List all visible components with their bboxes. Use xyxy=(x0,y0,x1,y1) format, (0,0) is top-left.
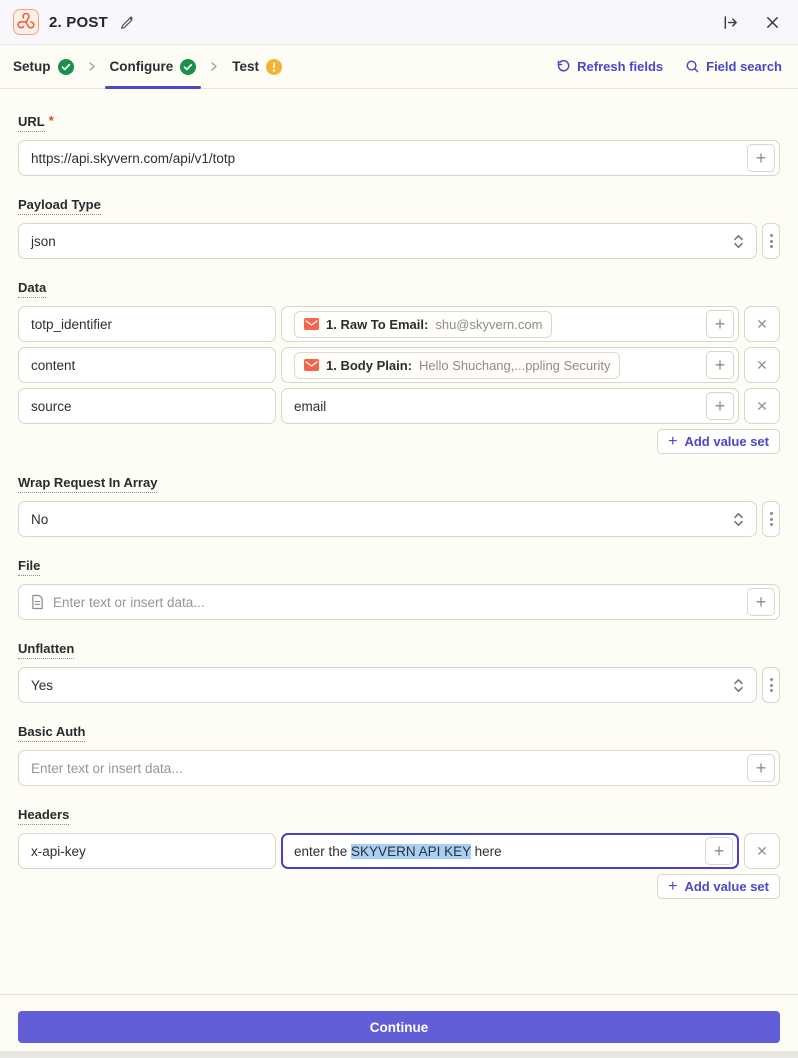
remove-row-button[interactable] xyxy=(744,306,780,342)
add-value-set-label: Add value set xyxy=(684,434,769,449)
file-label: File xyxy=(18,558,40,576)
window-edge xyxy=(0,1051,798,1058)
collapse-right-icon xyxy=(722,14,739,31)
token-value: Hello Shuchang,...ppling Security xyxy=(418,357,611,373)
headers-row xyxy=(18,833,780,869)
configure-form xyxy=(0,89,798,994)
field-search-label: Field search xyxy=(706,59,782,74)
field-unflatten xyxy=(18,640,780,703)
data-insert-data-button[interactable] xyxy=(706,351,734,379)
url-label: URL xyxy=(18,114,45,132)
payload-type-options-button[interactable] xyxy=(762,223,780,259)
step-tabbar xyxy=(0,45,798,89)
field-data xyxy=(18,279,780,454)
chevron-separator-icon xyxy=(87,61,97,72)
field-wrap-request xyxy=(18,474,780,537)
email-icon xyxy=(304,318,319,330)
url-insert-data-button[interactable] xyxy=(747,144,775,172)
header-insert-data-button[interactable] xyxy=(705,837,733,865)
wrap-request-select[interactable] xyxy=(18,501,757,537)
pencil-icon xyxy=(120,15,135,30)
header-key-input[interactable] xyxy=(18,833,276,869)
panel-footer xyxy=(0,994,798,1051)
payload-type-value: json xyxy=(31,233,56,249)
token-value: shu@skyvern.com xyxy=(435,316,543,332)
edit-title-button[interactable] xyxy=(118,13,137,32)
wrap-request-value: No xyxy=(31,511,49,527)
wrap-request-label: Wrap Request In Array xyxy=(18,475,157,493)
field-headers xyxy=(18,806,780,899)
add-value-set-button[interactable] xyxy=(657,429,780,454)
file-insert-data-button[interactable] xyxy=(747,588,775,616)
tab-label: Test xyxy=(232,59,260,74)
unflatten-select[interactable] xyxy=(18,667,757,703)
select-chevrons-icon xyxy=(733,678,744,693)
webhook-icon xyxy=(17,13,35,31)
close-icon xyxy=(765,15,780,30)
file-placeholder: Enter text or insert data... xyxy=(53,594,205,610)
add-value-set-button[interactable] xyxy=(657,874,780,899)
select-chevrons-icon xyxy=(733,512,744,527)
data-key-value: totp_identifier xyxy=(31,316,113,332)
document-icon xyxy=(31,594,44,610)
remove-icon: ✕ xyxy=(756,356,768,373)
tab-configure[interactable] xyxy=(107,45,200,88)
panel-header xyxy=(0,0,798,45)
data-key-input[interactable] xyxy=(18,306,276,342)
remove-icon: ✕ xyxy=(756,842,768,859)
header-value-text: enter the SKYVERN API KEY here xyxy=(294,843,502,859)
unflatten-label: Unflatten xyxy=(18,641,74,659)
header-key-value: x-api-key xyxy=(31,843,86,859)
email-icon xyxy=(304,359,319,371)
data-insert-data-button[interactable] xyxy=(706,310,734,338)
field-file xyxy=(18,557,780,620)
field-search-button[interactable] xyxy=(685,59,782,74)
plus-icon: + xyxy=(755,148,767,168)
chevron-separator-icon xyxy=(209,61,219,72)
data-value-input[interactable] xyxy=(281,306,739,342)
step-title: 2. POST xyxy=(49,13,108,31)
plus-icon: + xyxy=(668,432,678,450)
field-basic-auth xyxy=(18,723,780,786)
refresh-icon xyxy=(556,59,571,74)
data-key-input[interactable] xyxy=(18,388,276,424)
collapse-panel-button[interactable] xyxy=(720,12,741,33)
plus-icon: + xyxy=(713,841,725,861)
wrap-request-options-button[interactable] xyxy=(762,501,780,537)
close-panel-button[interactable] xyxy=(763,13,782,32)
refresh-fields-button[interactable] xyxy=(556,59,663,74)
select-chevrons-icon xyxy=(733,234,744,249)
tab-label: Setup xyxy=(13,59,51,74)
url-input[interactable] xyxy=(18,140,780,176)
selected-text: SKYVERN API KEY xyxy=(351,843,471,859)
check-circle-icon xyxy=(180,59,196,75)
search-icon xyxy=(685,59,700,74)
plus-icon: + xyxy=(755,592,767,612)
basic-auth-label: Basic Auth xyxy=(18,724,85,742)
data-key-value: source xyxy=(31,398,72,414)
remove-row-button[interactable] xyxy=(744,347,780,383)
remove-row-button[interactable] xyxy=(744,388,780,424)
header-value-input[interactable] xyxy=(281,833,739,869)
headers-label: Headers xyxy=(18,807,69,825)
basic-auth-input[interactable] xyxy=(18,750,780,786)
data-value-input[interactable] xyxy=(281,388,739,424)
unflatten-options-button[interactable] xyxy=(762,667,780,703)
payload-type-label: Payload Type xyxy=(18,197,101,215)
add-value-set-label: Add value set xyxy=(684,879,769,894)
check-circle-icon xyxy=(58,59,74,75)
plus-icon: + xyxy=(668,877,678,895)
data-value-text: email xyxy=(294,398,327,414)
data-value-input[interactable] xyxy=(281,347,739,383)
warning-circle-icon xyxy=(266,59,282,75)
basic-auth-placeholder: Enter text or insert data... xyxy=(31,760,183,776)
data-key-input[interactable] xyxy=(18,347,276,383)
continue-button[interactable]: Continue xyxy=(18,1011,780,1043)
required-asterisk: * xyxy=(48,113,54,128)
tab-setup[interactable] xyxy=(10,45,77,88)
plus-icon: + xyxy=(714,396,726,416)
refresh-fields-label: Refresh fields xyxy=(577,59,664,74)
mapped-field-token[interactable] xyxy=(294,311,552,338)
tab-test[interactable] xyxy=(229,45,285,88)
basic-auth-insert-data-button[interactable] xyxy=(747,754,775,782)
remove-row-button[interactable] xyxy=(744,833,780,869)
data-row xyxy=(18,306,780,342)
payload-type-select[interactable] xyxy=(18,223,757,259)
token-label: 1. Raw To Email: xyxy=(326,316,429,332)
data-insert-data-button[interactable] xyxy=(706,392,734,420)
plus-icon: + xyxy=(714,355,726,375)
data-row xyxy=(18,388,780,424)
url-value: https://api.skyvern.com/api/v1/totp xyxy=(31,150,236,166)
plus-icon: + xyxy=(714,314,726,334)
mapped-field-token[interactable] xyxy=(294,352,620,379)
field-url xyxy=(18,113,780,176)
plus-icon: + xyxy=(755,758,767,778)
token-label: 1. Body Plain: xyxy=(326,357,412,373)
data-row xyxy=(18,347,780,383)
tab-label: Configure xyxy=(109,59,174,74)
field-payload-type xyxy=(18,196,780,259)
webhooks-app-icon xyxy=(13,9,39,35)
unflatten-value: Yes xyxy=(31,677,54,693)
data-key-value: content xyxy=(31,357,76,373)
remove-icon: ✕ xyxy=(756,315,768,332)
data-label: Data xyxy=(18,280,46,298)
remove-icon: ✕ xyxy=(756,397,768,414)
file-input[interactable] xyxy=(18,584,780,620)
